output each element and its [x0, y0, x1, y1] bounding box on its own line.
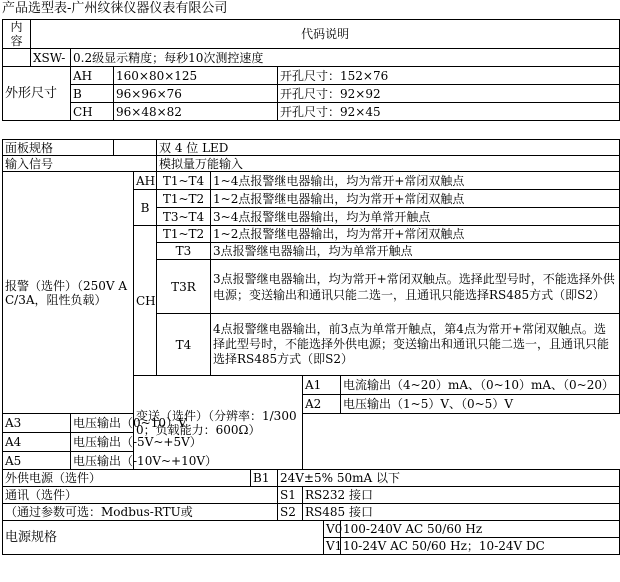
transmit-desc: 电压输出（1~5）V、（0~5）V [341, 395, 620, 414]
power-desc: 100-240V AC 50/60 Hz [341, 521, 620, 538]
alarm-sub: T3R [157, 260, 211, 314]
input-row [3, 156, 620, 172]
transmit-row [3, 452, 620, 470]
input-label: 输入信号 [3, 156, 157, 172]
size-code: B [71, 85, 114, 103]
power-code: V0 [324, 521, 341, 538]
transmit-desc: 电压输出（-10V~+10V） [71, 452, 251, 470]
transmit-row [3, 414, 620, 433]
transmit-row [3, 433, 620, 452]
transmit-desc: 电压输出（0~10）V [71, 414, 251, 433]
size-cutout: 开孔尺寸：92×92 [278, 85, 620, 103]
alarm-code: B [134, 190, 157, 226]
size-label: 外形尺寸 [3, 67, 71, 121]
power-label: 电源规格 [3, 521, 324, 555]
size-code: CH [71, 103, 114, 121]
comm-desc: RS232 接口 [303, 487, 620, 504]
alarm-sub: T1~T2 [157, 190, 211, 208]
comm-desc: RS485 接口 [303, 504, 620, 521]
comm-note-text: （通过参数可选：Modbus-RTU或 [5, 505, 193, 519]
xsw-blank [3, 49, 31, 67]
comm-code: S1 [278, 487, 303, 504]
comm-row [3, 504, 620, 521]
transmit-code: A2 [303, 395, 341, 414]
ext-power-label: 外供电源（选件） [3, 470, 251, 487]
xsw-desc: 0.2级显示精度；每秒10次测控速度 [71, 49, 620, 67]
transmit-label: 变送（选件）（分辨率：1/3000；负载能力：600Ω） [134, 376, 303, 470]
header-content: 内容 [3, 20, 31, 49]
ext-power-code: B1 [251, 470, 278, 487]
comm-label: 通讯（选件） [3, 487, 278, 504]
alarm-desc: 1~2点报警继电器输出，均为常开+常闭双触点 [211, 226, 620, 243]
transmit-desc: 电压输出（-5V~+5V） [71, 433, 251, 452]
comm-label-note [3, 504, 278, 521]
power-desc: 10-24V AC 50/60 Hz；10-24V DC [341, 538, 620, 555]
panel-label: 面板规格 [3, 140, 114, 156]
alarm-sub: T3 [157, 243, 211, 260]
alarm-desc: 3点报警继电器输出，均为常开+常闭双触点。选择此型号时，不能选择外供电源；变送输出和通讯只能二选一，且通讯只能选择RS485方式（即S2） [211, 260, 620, 314]
ext-power-row [3, 470, 620, 487]
alarm-code: AH [134, 172, 157, 190]
size-dims: 160×80×125 [114, 67, 278, 85]
alarm-sub: T1~T4 [157, 172, 211, 190]
size-cutout: 开孔尺寸：92×45 [278, 103, 620, 121]
panel-value: 双 4 位 LED [157, 140, 620, 156]
size-code: AH [71, 67, 114, 85]
transmit-code: A3 [3, 414, 71, 433]
alarm-desc: 4点报警继电器输出，前3点为单常开触点，第4点为常开+常闭双触点。选择此型号时，不能选择外供电源；变送输出和通讯只能二选一，且通讯只能选择RS485方式（即S2） [211, 314, 620, 376]
size-row [3, 103, 620, 121]
ext-power-desc: 24V±5% 50mA 以下 [278, 470, 620, 487]
alarm-sub: T1~T2 [157, 226, 211, 243]
alarm-sub: T4 [157, 314, 211, 376]
size-dims: 96×96×76 [114, 85, 278, 103]
panel-row [3, 140, 620, 156]
alarm-desc: 1~2点报警继电器输出，均为常开+常闭双触点 [211, 190, 620, 208]
header-code-desc: 代码说明 [31, 20, 620, 49]
power-row [3, 521, 620, 538]
power-code: V1 [324, 538, 341, 555]
comm-row [3, 487, 620, 504]
alarm-desc: 1~4点报警继电器输出，均为常开+常闭双触点 [211, 172, 620, 190]
size-dims: 96×48×82 [114, 103, 278, 121]
spacer-row [3, 121, 620, 140]
input-value: 模拟量万能输入 [157, 156, 620, 172]
header-row [3, 20, 620, 49]
size-row [3, 67, 620, 85]
transmit-code: A5 [3, 452, 71, 470]
transmit-desc: 电流输出（4~20）mA、（0~10）mA、（0~20） [341, 376, 620, 395]
xsw-code: XSW- [31, 49, 71, 67]
alarm-row [3, 172, 620, 190]
comm-code: S2 [278, 504, 303, 521]
size-row [3, 85, 620, 103]
document-title: 产品选型表-广州纹徕仪器仪表有限公司 [2, 1, 228, 16]
spec-table [2, 19, 620, 555]
size-cutout: 开孔尺寸：152×76 [278, 67, 620, 85]
alarm-desc: 3~4点报警继电器输出，均为单常开触点 [211, 208, 620, 226]
xsw-row [3, 49, 620, 67]
alarm-desc: 3点报警继电器输出，均为单常开触点 [211, 243, 620, 260]
alarm-sub: T3~T4 [157, 208, 211, 226]
transmit-code: A4 [3, 433, 71, 452]
alarm-code: CH [134, 226, 157, 376]
alarm-label: 报警（选件）（250V AC/3A，阻性负载） [3, 172, 134, 414]
transmit-code: A1 [303, 376, 341, 395]
